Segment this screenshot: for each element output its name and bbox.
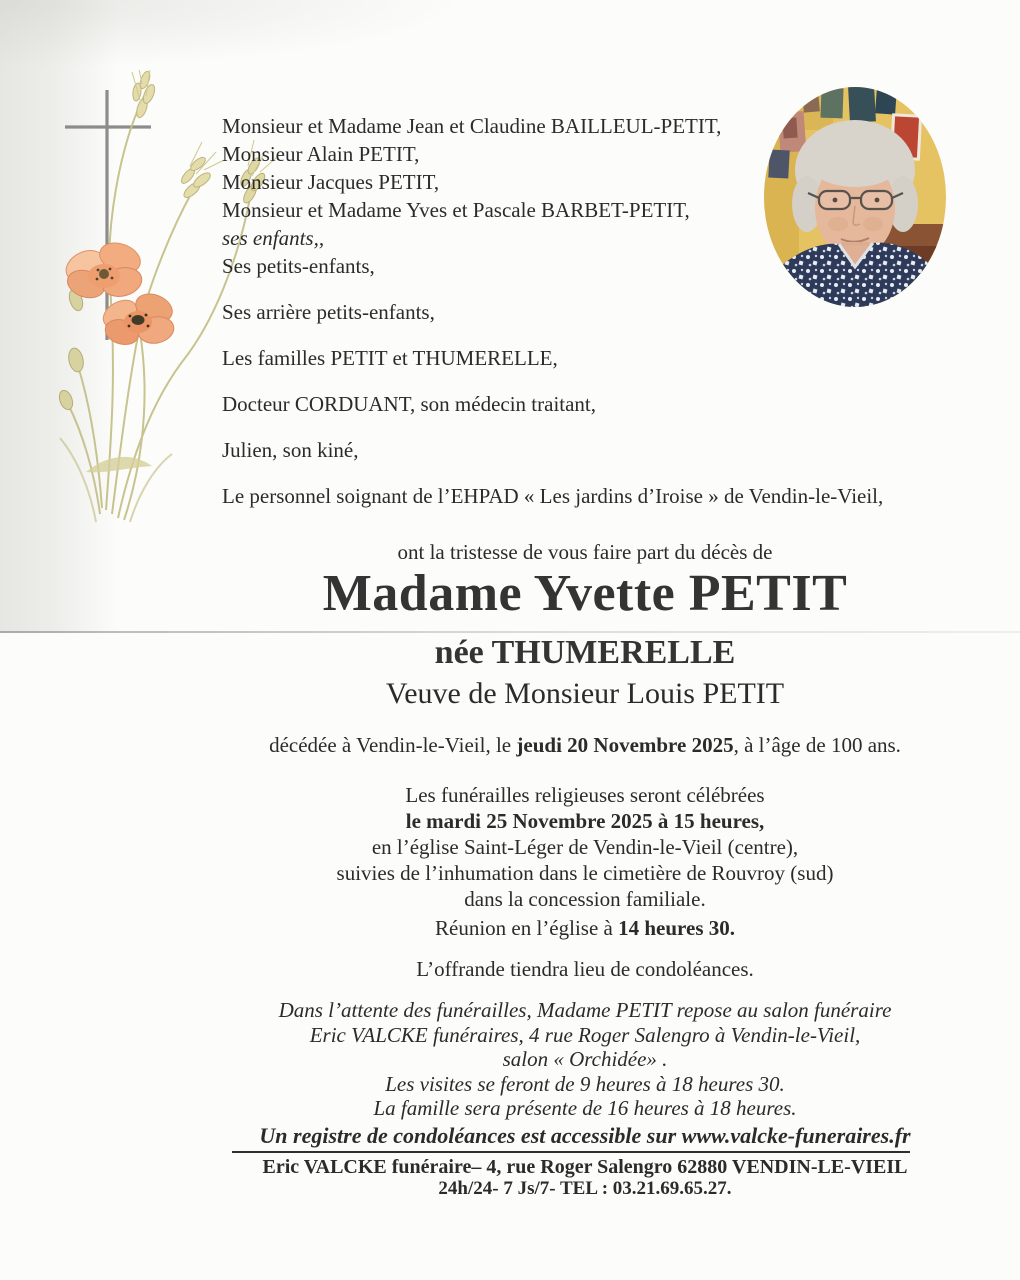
funeral-details (150, 782, 1020, 912)
funeral-home-address: Eric VALCKE funéraire– 4, rue Roger Salengro 62880 VENDIN-LE-VIEIL (262, 1156, 908, 1178)
condolence-registry-line: Un registre de condoléances est accessible sur www.valcke-funeraires.fr (259, 1123, 911, 1148)
relatives-line: Les familles PETIT et THUMERELLE, (222, 346, 558, 370)
funeral-line: dans la concession familiale. (464, 887, 706, 911)
scan-shadow-top (0, 0, 470, 70)
funeral-home-hours-phone: 24h/24- 7 Js/7- TEL : 03.21.69.65.27. (438, 1178, 732, 1199)
relatives-line: Ses petits-enfants, (222, 254, 375, 278)
reunion-time: 14 heures 30. (618, 916, 735, 940)
repose-line: salon « Orchidée» . (502, 1047, 668, 1071)
family-line-children: ses enfants,, (222, 226, 325, 250)
family-list (222, 112, 721, 252)
announcement-intro: ont la tristesse de vous faire part du décès de (397, 540, 773, 564)
footer-divider (232, 1151, 910, 1153)
widow-line: Veuve de Monsieur Louis PETIT (385, 677, 785, 710)
death-line-post: , à l’âge de 100 ans. (733, 733, 901, 757)
funeral-line: suivies de l’inhumation dans le cimetière de Rouvroy (sud) (336, 861, 834, 885)
family-line: Monsieur Alain PETIT, (222, 142, 420, 166)
family-line: Monsieur et Madame Yves et Pascale BARBET-PETIT, (222, 198, 690, 222)
relatives-line: Docteur CORDUANT, son médecin traitant, (222, 392, 597, 416)
repose-line: La famille sera présente de 16 heures à 18 heures. (373, 1096, 797, 1120)
funeral-line: en l’église Saint-Léger de Vendin-le-Vieil (centre), (371, 835, 799, 859)
poppy-flowers-icon (61, 238, 177, 349)
repose-info (150, 998, 1020, 1121)
repose-line: Dans l’attente des funérailles, Madame PETIT repose au salon funéraire (278, 998, 892, 1022)
funeral-date-line: le mardi 25 Novembre 2025 à 15 heures, (405, 809, 765, 833)
scan-fold-line (0, 631, 1020, 633)
maiden-name: née THUMERELLE (434, 634, 736, 671)
funeral-line: Les funérailles religieuses seront célébrées (405, 783, 765, 807)
family-line: Monsieur Jacques PETIT, (222, 170, 440, 194)
reunion-line (150, 916, 1020, 941)
relatives-line: Ses arrière petits-enfants, (222, 300, 435, 324)
repose-line: Eric VALCKE funéraires, 4 rue Roger Salengro à Vendin-le-Vieil, (309, 1022, 861, 1047)
repose-line: Les visites se feront de 9 heures à 18 heures 30. (385, 1071, 785, 1096)
death-line-pre: décédée à Vendin-le-Vieil, le (269, 733, 517, 757)
deceased-name: Madame Yvette PETIT (322, 565, 848, 622)
offering-line: L’offrande tiendra lieu de condoléances. (416, 957, 754, 981)
reunion-pre: Réunion en l’église à (435, 916, 619, 940)
death-date: jeudi 20 Novembre 2025 (516, 733, 734, 757)
death-line (150, 733, 1020, 758)
family-line: Monsieur et Madame Jean et Claudine BAILLEUL-PETIT, (222, 114, 722, 138)
relatives-line: Julien, son kiné, (222, 438, 359, 462)
relatives-line: Le personnel soignant de l’EHPAD « Les jardins d’Iroise » de Vendin-le-Vieil, (222, 484, 884, 508)
relatives-list (222, 254, 883, 530)
